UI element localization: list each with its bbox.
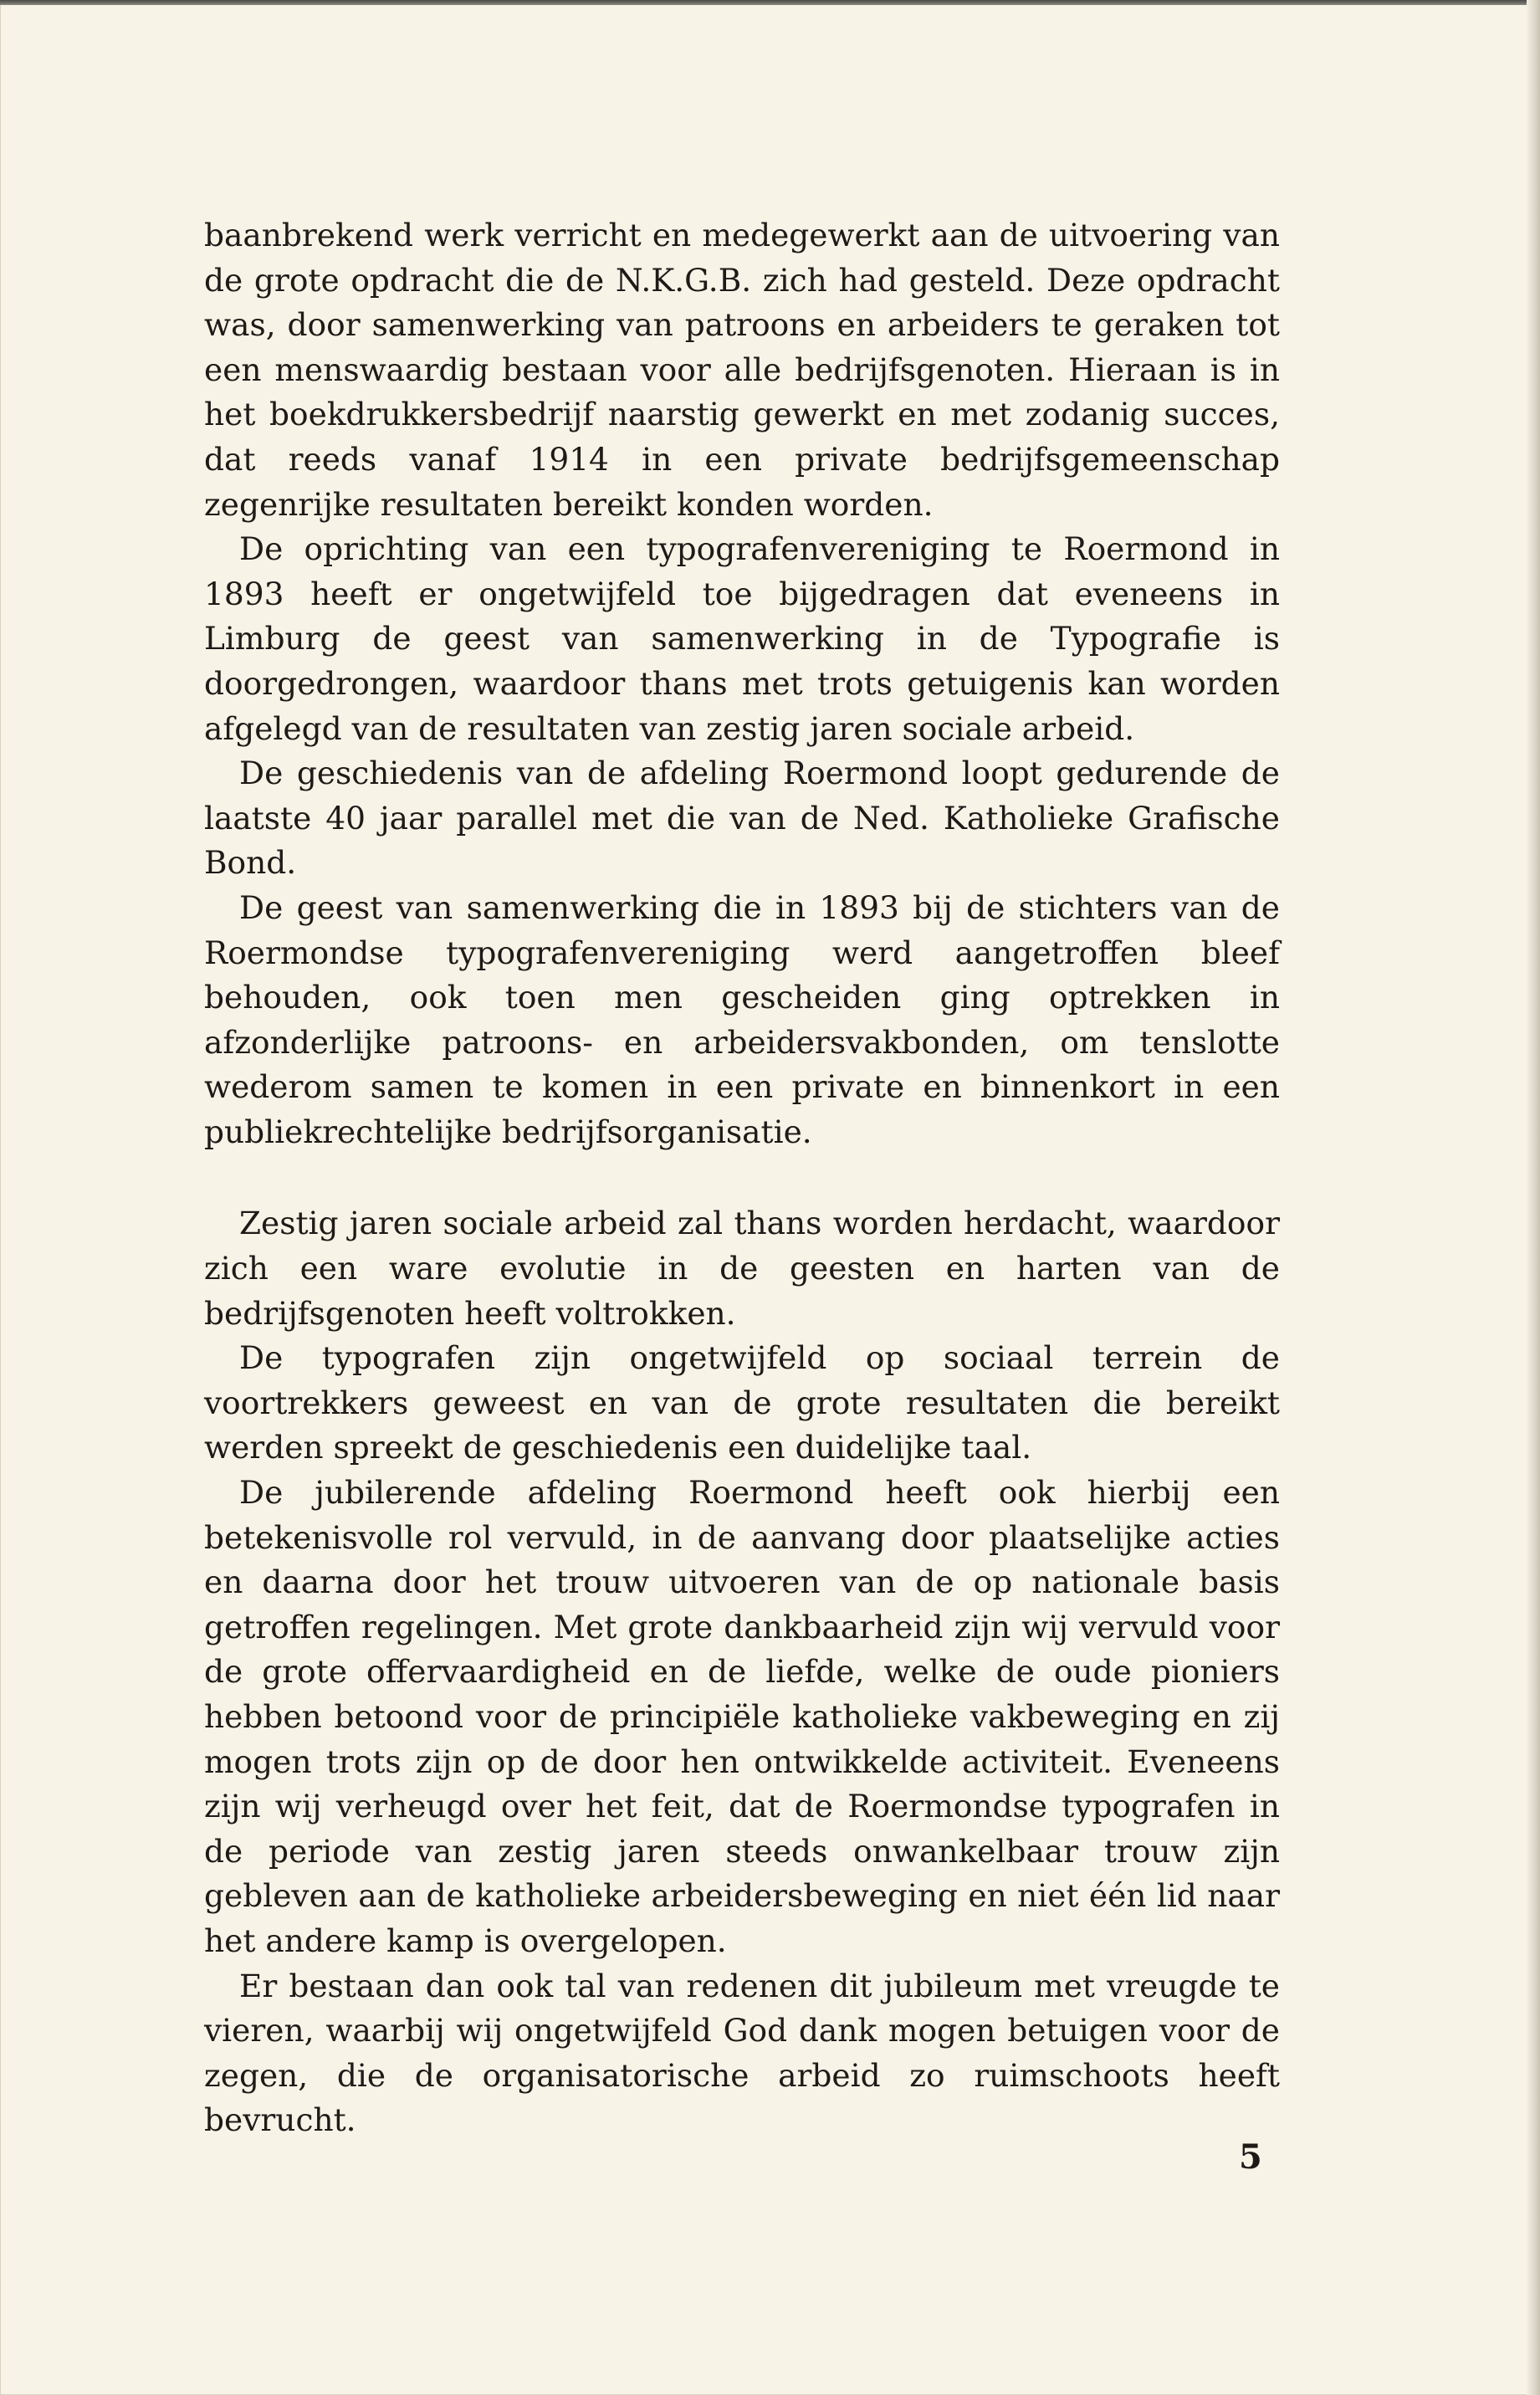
paragraph-7: De jubilerende afdeling Roermond heeft ook hierbij een betekenisvolle rol vervuld, in de aanvang door plaatselijke acties en daarna door het trouw uitvoeren van de op nationale basis getroffen regelingen. Met grote dankbaarheid zijn wij vervuld voor de grote offervaardigheid en de liefde, welke de oude pioniers hebben betoond voor de principiële katholieke vakbeweging en zij mogen trots zijn op de door hen ontwikkelde activiteit. Eveneens zijn wij verheugd over het feit, dat de Roermondse typografen in de periode van zestig jaren steeds onwankelbaar trouw zijn gebleven aan de katholieke arbeidersbeweging en niet één lid naar het andere kamp is overgelopen. <box>204 1474 1280 1959</box>
section-break <box>204 1154 1280 1201</box>
paragraph-3: De geschiedenis van de afdeling Roermond loopt gedurende de laatste 40 jaar parallel met die van de Ned. Katholieke Grafische Bond. <box>204 755 1280 882</box>
paragraph-8: Er bestaan dan ook tal van redenen dit jubileum met vreugde te vieren, waarbij wij ongetwijfeld God dank mogen betuigen voor de zegen, die de organisatorische arbeid zo ruimschoots heeft bevrucht. <box>204 1967 1280 2139</box>
paragraph-5: Zestig jaren sociale arbeid zal thans worden herdacht, waardoor zich een ware evolutie in de geesten en harten van de bedrijfsgenoten heeft voltrokken. <box>204 1205 1280 1332</box>
page-top-edge <box>0 0 1540 5</box>
paragraph-2: De oprichting van een typografenvereniging te Roermond in 1893 heeft er ongetwijfeld toe bijgedragen dat eveneens in Limburg de geest van samenwerking in de Typografie is doorgedrongen, waardoor thans met trots getuigenis kan worden afgelegd van de resultaten van zestig jaren sociale arbeid. <box>204 530 1280 747</box>
page-right-edge <box>1527 0 1540 2395</box>
body-text <box>204 213 1280 2143</box>
paragraph-1: baanbrekend werk verricht en medegewerkt aan de uitvoering van de grote opdracht die de N.K.G.B. zich had gesteld. Deze opdracht was, door samenwerking van patroons en arbeiders te geraken tot een menswaardig bestaan voor alle bedrijfsgenoten. Hieraan is in het boekdrukkersbedrijf naarstig gewerkt en met zodanig succes, dat reeds vanaf 1914 in een private bedrijfsgemeenschap zegenrijke resultaten bereikt konden worden. <box>204 217 1280 523</box>
page-number: 5 <box>1239 2137 1262 2177</box>
paragraph-4: De geest van samenwerking die in 1893 bij de stichters van de Roermondse typografenvereniging werd aangetroffen bleef behouden, ook toen men gescheiden ging optrekken in afzonderlijke patroons- en arbeidersvakbonden, om tenslotte wederom samen te komen in een private en binnenkort in een publiekrechtelijke bedrijfsorganisatie. <box>204 888 1280 1150</box>
paragraph-6: De typografen zijn ongetwijfeld op sociaal terrein de voortrekkers geweest en van de grote resultaten die bereikt werden spreekt de geschiedenis een duidelijke taal. <box>204 1339 1280 1466</box>
